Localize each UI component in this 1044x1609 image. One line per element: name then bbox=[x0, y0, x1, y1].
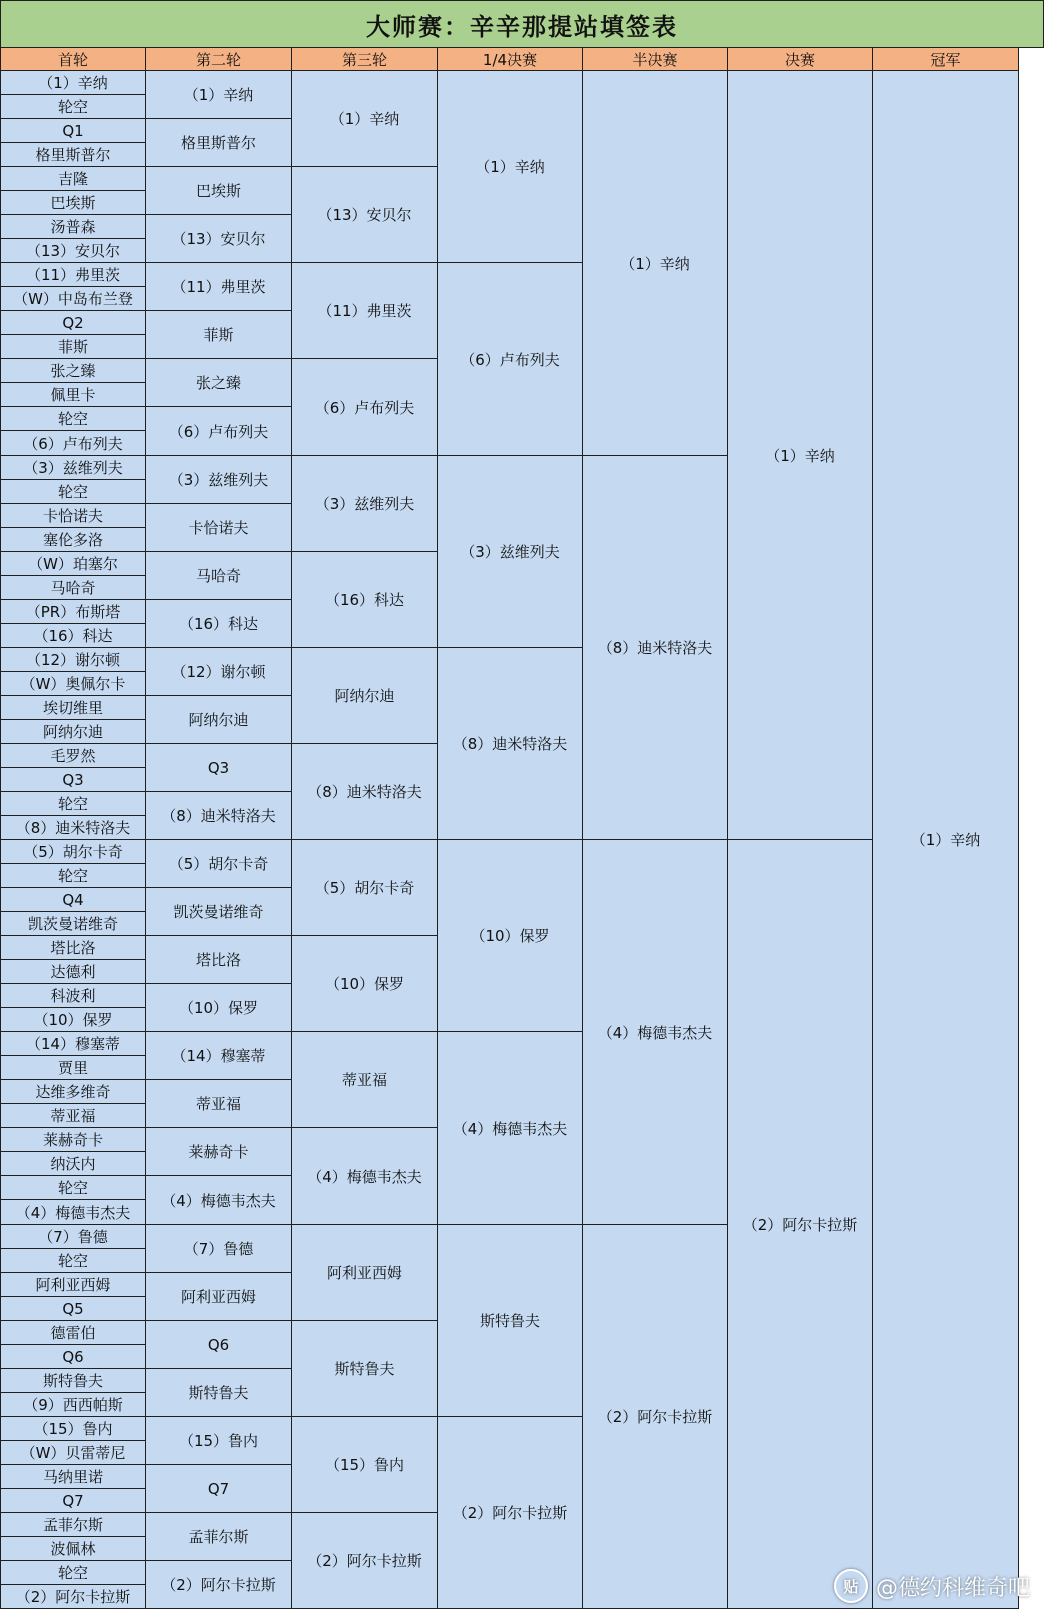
round1-cell: 贾里 bbox=[0, 1056, 146, 1080]
round1-cell: （8）迪米特洛夫 bbox=[0, 816, 146, 840]
round2-cell: Q6 bbox=[146, 1321, 292, 1369]
round2-cell: （11）弗里茨 bbox=[146, 263, 292, 311]
round1-cell: 凯茨曼诺维奇 bbox=[0, 912, 146, 936]
round1-cell: （11）弗里茨 bbox=[0, 263, 146, 287]
round1-cell: （6）卢布列夫 bbox=[0, 431, 146, 456]
round2-cell: （13）安贝尔 bbox=[146, 215, 292, 263]
round1-cell: （15）鲁内 bbox=[0, 1417, 146, 1441]
round1-cell: 科波利 bbox=[0, 984, 146, 1008]
round3-cell: （3）兹维列夫 bbox=[292, 456, 438, 552]
round1-cell: 佩里卡 bbox=[0, 383, 146, 407]
round2-cell: 巴埃斯 bbox=[146, 167, 292, 215]
round1-cell: 马纳里诺 bbox=[0, 1465, 146, 1489]
round2-cell: （1）辛纳 bbox=[146, 71, 292, 119]
round3-cell: （16）科达 bbox=[292, 552, 438, 648]
round1-cell: （7）鲁德 bbox=[0, 1225, 146, 1249]
round1-cell: （W）中岛布兰登 bbox=[0, 287, 146, 311]
round1-cell: 菲斯 bbox=[0, 335, 146, 359]
round3-cell: （4）梅德韦杰夫 bbox=[292, 1128, 438, 1225]
column-header: 第二轮 bbox=[146, 48, 292, 71]
round2-cell: （15）鲁内 bbox=[146, 1417, 292, 1465]
round3-cell: 阿纳尔迪 bbox=[292, 648, 438, 744]
round1-cell: Q2 bbox=[0, 311, 146, 335]
round1-cell: （12）谢尔顿 bbox=[0, 648, 146, 672]
round1-cell: （PR）布斯塔 bbox=[0, 600, 146, 624]
round2-cell: 菲斯 bbox=[146, 311, 292, 359]
round3-cell: （5）胡尔卡奇 bbox=[292, 840, 438, 936]
round1-cell: 轮空 bbox=[0, 95, 146, 119]
quarterfinal-cell: （6）卢布列夫 bbox=[438, 263, 583, 456]
round1-cell: （14）穆塞蒂 bbox=[0, 1032, 146, 1056]
round3-cell: （2）阿尔卡拉斯 bbox=[292, 1513, 438, 1609]
round1-cell: 卡恰诺夫 bbox=[0, 504, 146, 528]
round2-cell: 斯特鲁夫 bbox=[146, 1369, 292, 1417]
round2-cell: 孟菲尔斯 bbox=[146, 1513, 292, 1561]
round2-cell: （10）保罗 bbox=[146, 984, 292, 1032]
column-header: 半决赛 bbox=[583, 48, 728, 71]
round1-cell: 吉隆 bbox=[0, 167, 146, 191]
round3-cell: （13）安贝尔 bbox=[292, 167, 438, 263]
round1-cell: 阿纳尔迪 bbox=[0, 720, 146, 744]
final-cell: （2）阿尔卡拉斯 bbox=[728, 840, 873, 1609]
round2-cell: （6）卢布列夫 bbox=[146, 407, 292, 456]
round2-cell: （12）谢尔顿 bbox=[146, 648, 292, 696]
round2-cell: （2）阿尔卡拉斯 bbox=[146, 1561, 292, 1609]
watermark bbox=[834, 1569, 1030, 1603]
column-header: 第三轮 bbox=[292, 48, 438, 71]
round1-cell: 轮空 bbox=[0, 1249, 146, 1273]
round1-cell: Q4 bbox=[0, 888, 146, 912]
sheet-title: 大师赛：辛辛那提站填签表 bbox=[0, 0, 1044, 48]
round2-cell: （7）鲁德 bbox=[146, 1225, 292, 1273]
round2-cell: 凯茨曼诺维奇 bbox=[146, 888, 292, 936]
quarterfinal-cell: （3）兹维列夫 bbox=[438, 456, 583, 648]
round1-cell: （1）辛纳 bbox=[0, 71, 146, 95]
round1-cell: Q5 bbox=[0, 1297, 146, 1321]
round1-cell: 轮空 bbox=[0, 407, 146, 431]
round1-cell: 格里斯普尔 bbox=[0, 143, 146, 167]
round1-cell: 德雷伯 bbox=[0, 1321, 146, 1345]
round2-cell: （16）科达 bbox=[146, 600, 292, 648]
round1-cell: 达维多维奇 bbox=[0, 1080, 146, 1104]
round3-cell: 阿利亚西姆 bbox=[292, 1225, 438, 1321]
round2-cell: 阿纳尔迪 bbox=[146, 696, 292, 744]
column-header: 决赛 bbox=[728, 48, 873, 71]
round2-cell: 阿利亚西姆 bbox=[146, 1273, 292, 1321]
round1-cell: （4）梅德韦杰夫 bbox=[0, 1200, 146, 1225]
round1-cell: 轮空 bbox=[0, 480, 146, 504]
round1-cell: 轮空 bbox=[0, 792, 146, 816]
round1-cell: 轮空 bbox=[0, 1561, 146, 1585]
round2-cell: Q3 bbox=[146, 744, 292, 792]
semifinal-cell: （2）阿尔卡拉斯 bbox=[583, 1225, 728, 1609]
round2-cell: 张之臻 bbox=[146, 359, 292, 407]
round1-cell: （5）胡尔卡奇 bbox=[0, 840, 146, 864]
round2-cell: 卡恰诺夫 bbox=[146, 504, 292, 552]
quarterfinal-cell: （8）迪米特洛夫 bbox=[438, 648, 583, 840]
round1-cell: 阿利亚西姆 bbox=[0, 1273, 146, 1297]
round1-cell: 汤普森 bbox=[0, 215, 146, 239]
round1-cell: Q3 bbox=[0, 768, 146, 792]
round2-cell: （4）梅德韦杰夫 bbox=[146, 1176, 292, 1225]
round1-cell: 马哈奇 bbox=[0, 576, 146, 600]
quarterfinal-cell: （1）辛纳 bbox=[438, 71, 583, 263]
round3-cell: （8）迪米特洛夫 bbox=[292, 744, 438, 840]
column-header: 冠军 bbox=[873, 48, 1019, 71]
round1-cell: Q6 bbox=[0, 1345, 146, 1369]
quarterfinal-cell: 斯特鲁夫 bbox=[438, 1225, 583, 1417]
round1-cell: 波佩林 bbox=[0, 1537, 146, 1561]
column-header: 首轮 bbox=[0, 48, 146, 71]
tieba-logo-icon: 贴 bbox=[834, 1569, 868, 1603]
round1-cell: 斯特鲁夫 bbox=[0, 1369, 146, 1393]
champion-cell: （1）辛纳 bbox=[873, 71, 1019, 1609]
round1-cell: （3）兹维列夫 bbox=[0, 456, 146, 480]
round3-cell: （10）保罗 bbox=[292, 936, 438, 1032]
round1-cell: 毛罗然 bbox=[0, 744, 146, 768]
round1-cell: 纳沃内 bbox=[0, 1152, 146, 1176]
round1-cell: （9）西西帕斯 bbox=[0, 1393, 146, 1417]
round3-cell: 斯特鲁夫 bbox=[292, 1321, 438, 1417]
round1-cell: （W）贝雷蒂尼 bbox=[0, 1441, 146, 1465]
round1-cell: （W）珀塞尔 bbox=[0, 552, 146, 576]
round2-cell: 莱赫奇卡 bbox=[146, 1128, 292, 1176]
round1-cell: （2）阿尔卡拉斯 bbox=[0, 1585, 146, 1609]
round2-cell: （5）胡尔卡奇 bbox=[146, 840, 292, 888]
round2-cell: （14）穆塞蒂 bbox=[146, 1032, 292, 1080]
column-header: 1/4决赛 bbox=[438, 48, 583, 71]
round1-cell: 莱赫奇卡 bbox=[0, 1128, 146, 1152]
semifinal-cell: （4）梅德韦杰夫 bbox=[583, 840, 728, 1225]
round3-cell: （11）弗里茨 bbox=[292, 263, 438, 359]
round3-cell: 蒂亚福 bbox=[292, 1032, 438, 1128]
round2-cell: Q7 bbox=[146, 1465, 292, 1513]
semifinal-cell: （8）迪米特洛夫 bbox=[583, 456, 728, 840]
round2-cell: 蒂亚福 bbox=[146, 1080, 292, 1128]
semifinal-cell: （1）辛纳 bbox=[583, 71, 728, 456]
round2-cell: （8）迪米特洛夫 bbox=[146, 792, 292, 840]
round3-cell: （15）鲁内 bbox=[292, 1417, 438, 1513]
round1-cell: （10）保罗 bbox=[0, 1008, 146, 1032]
round1-cell: 巴埃斯 bbox=[0, 191, 146, 215]
round1-cell: （16）科达 bbox=[0, 624, 146, 648]
quarterfinal-cell: （4）梅德韦杰夫 bbox=[438, 1032, 583, 1225]
final-cell: （1）辛纳 bbox=[728, 71, 873, 840]
round1-cell: 塔比洛 bbox=[0, 936, 146, 960]
round1-cell: 塞伦多洛 bbox=[0, 528, 146, 552]
quarterfinal-cell: （2）阿尔卡拉斯 bbox=[438, 1417, 583, 1609]
round1-cell: 张之臻 bbox=[0, 359, 146, 383]
round3-cell: （6）卢布列夫 bbox=[292, 359, 438, 456]
round1-cell: 轮空 bbox=[0, 1176, 146, 1200]
round2-cell: 马哈奇 bbox=[146, 552, 292, 600]
round1-cell: 孟菲尔斯 bbox=[0, 1513, 146, 1537]
watermark-text: @德约科维奇吧 bbox=[875, 1575, 1030, 1601]
round2-cell: 塔比洛 bbox=[146, 936, 292, 984]
round3-cell: （1）辛纳 bbox=[292, 71, 438, 167]
round2-cell: （3）兹维列夫 bbox=[146, 456, 292, 504]
round1-cell: 蒂亚福 bbox=[0, 1104, 146, 1128]
round1-cell: 轮空 bbox=[0, 864, 146, 888]
round1-cell: Q1 bbox=[0, 119, 146, 143]
round1-cell: 埃切维里 bbox=[0, 696, 146, 720]
quarterfinal-cell: （10）保罗 bbox=[438, 840, 583, 1032]
round2-cell: 格里斯普尔 bbox=[146, 119, 292, 167]
round1-cell: 达德利 bbox=[0, 960, 146, 984]
round1-cell: Q7 bbox=[0, 1489, 146, 1513]
round1-cell: （13）安贝尔 bbox=[0, 239, 146, 263]
round1-cell: （W）奥佩尔卡 bbox=[0, 672, 146, 696]
